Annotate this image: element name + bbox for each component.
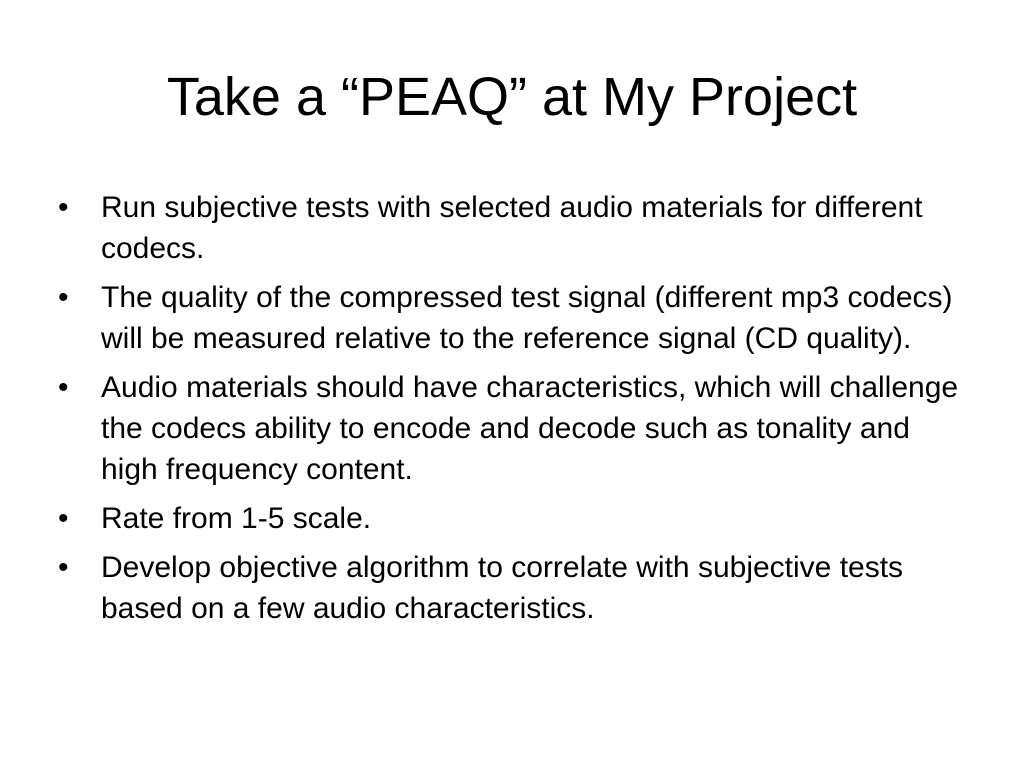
bullet-item-1 (58, 187, 968, 269)
bullet-icon: • (58, 502, 69, 535)
bullet-text: Rate from 1-5 scale. (101, 502, 372, 535)
bullet-icon: • (58, 281, 69, 314)
bullet-item-4 (58, 498, 968, 539)
slide-title: Take a “PEAQ” at My Project (166, 67, 858, 127)
bullet-icon: • (58, 191, 69, 224)
bullet-icon: • (58, 371, 69, 404)
bullet-list (58, 187, 968, 637)
bullet-item-2 (58, 277, 968, 359)
bullet-text: Develop objective algorithm to correlate with subjective tests based on a few audio characteristics. (101, 551, 904, 625)
bullet-text: The quality of the compressed test signal (different mp3 codecs) will be measured relative to the reference signal (CD quality). (101, 281, 953, 355)
bullet-item-5 (58, 547, 968, 629)
bullet-text: Run subjective tests with selected audio materials for different codecs. (101, 191, 923, 265)
bullet-text: Audio materials should have characteristics, which will challenge the codecs ability to encode and decode such as tonality and high frequency content. (101, 371, 959, 486)
bullet-icon: • (58, 551, 69, 584)
bullet-item-3 (58, 367, 968, 490)
